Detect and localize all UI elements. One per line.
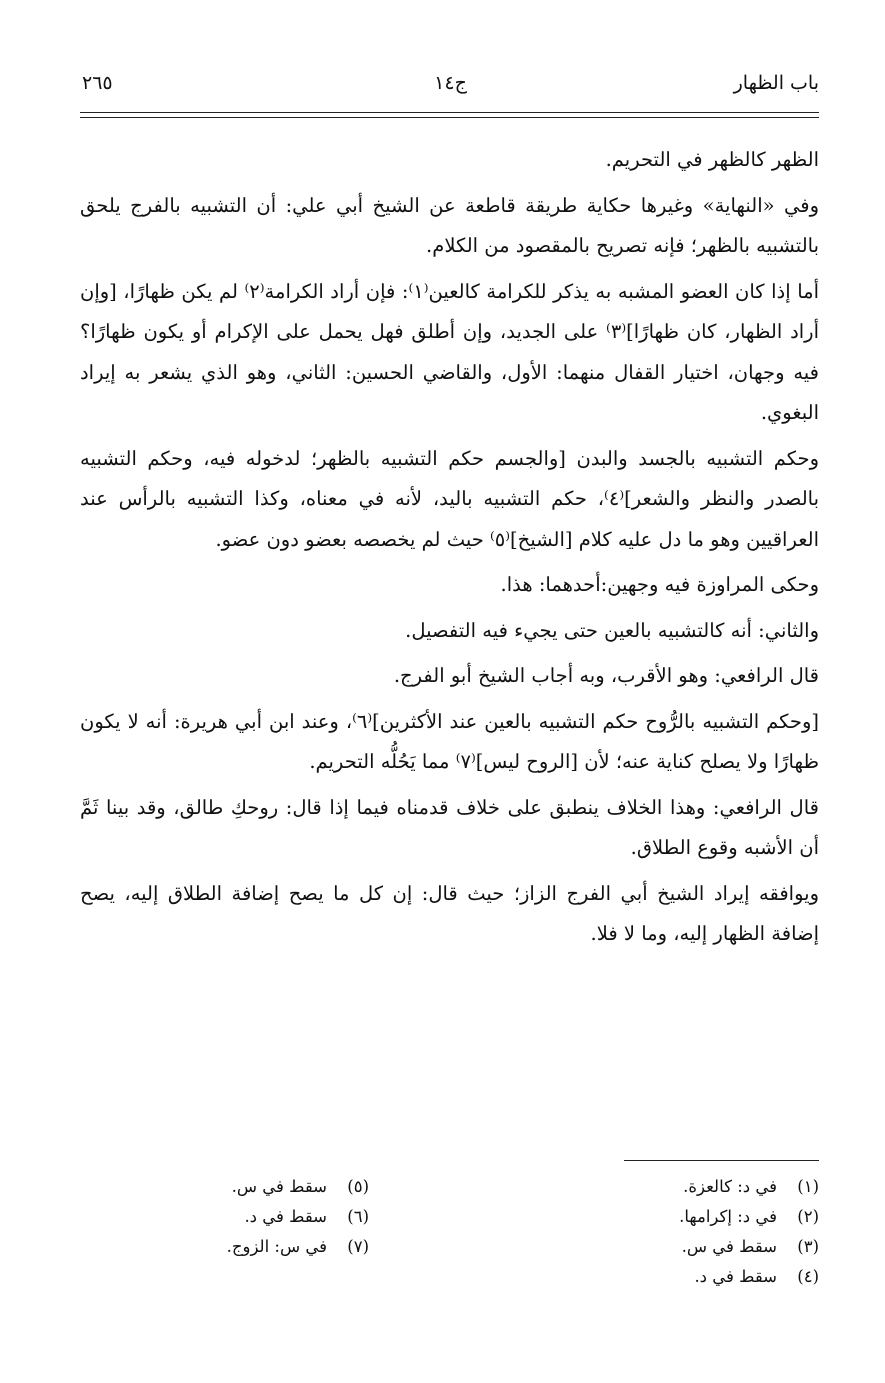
running-header: [82, 72, 819, 108]
footnotes: [80, 1172, 819, 1302]
footnote-item: [36, 1172, 369, 1202]
paragraph: [وحكم التشبيه بالرُّوح حكم التشبيه بالعين عند الأكثرين]⁽٦⁾، وعند ابن أبي هريرة: أنه لا يكون ظهارًا ولا يصلح كناية عنه؛ لأن [الروح ليس]⁽٧⁾ مما يَحُلُّه التحريم.: [80, 709, 819, 773]
footnote-number: (٧): [347, 1237, 369, 1256]
header-rule-top: [80, 112, 819, 113]
footnote-item: [486, 1172, 819, 1202]
footnote-item: [486, 1202, 819, 1232]
footnote-item: [486, 1232, 819, 1262]
paragraph: وحكم التشبيه بالجسد والبدن [والجسم حكم التشبيه بالظهر؛ لدخوله فيه، وحكم التشبيه بالصدر والنظر والشعر]⁽٤⁾، حكم التشبيه باليد، لأنه في معناه، وكذا التشبيه بالرأس عند العراقيين وهو ما دل عليه كلام [الشيخ]⁽٥⁾ حيث لم يخصصه بعضو دون عضو.: [80, 446, 820, 551]
chapter-title: باب الظهار: [733, 72, 819, 94]
paragraph: أما إذا كان العضو المشبه به يذكر للكرامة كالعين⁽١⁾: فإن أراد الكرامة⁽٢⁾ لم يكن ظهارًا، [وإن أراد الظهار، كان ظهارًا]⁽٣⁾ على الجديد، وإن أطلق فهل يحمل على الإكرام أو يكون ظهارًا؟ فيه وجهان، اختيار القفال منهما: الأول، والقاضي الحسين: الثاني، وهو الذي يشعر به إيراد البغوي.: [80, 279, 820, 424]
footnote-number: (٤): [797, 1267, 819, 1286]
footnote-item: [36, 1202, 369, 1232]
footnote-text: سقط في س.: [681, 1237, 777, 1256]
footnote-text: في س: الزوج.: [226, 1237, 327, 1256]
footnote-number: (٦): [347, 1207, 369, 1226]
page-number: ٢٦٥: [82, 72, 113, 94]
paragraph: وحكى المراوزة فيه وجهين:أحدهما: هذا.: [500, 573, 819, 596]
footnote-text: سقط في د.: [244, 1207, 327, 1226]
header-rule-bottom: [80, 117, 819, 118]
main-text: [80, 140, 819, 960]
footnote-number: (٥): [347, 1177, 369, 1196]
footnote-text: في د: إكرامها.: [679, 1207, 777, 1226]
footnote-text: في د: كالعزة.: [683, 1177, 777, 1196]
paragraph: قال الرافعي: وهو الأقرب، وبه أجاب الشيخ أبو الفرج.: [393, 664, 819, 687]
footnote-number: (٣): [797, 1237, 819, 1256]
footnote-number: (٢): [797, 1207, 819, 1226]
footnote-text: سقط في د.: [694, 1267, 777, 1286]
footnote-number: (١): [797, 1177, 819, 1196]
footnote-item: [36, 1232, 369, 1262]
paragraph: ويوافقه إيراد الشيخ أبي الفرج الزاز؛ حيث قال: إن كل ما يصح إضافة الطلاق إليه، يصح إضافة الظهار إليه، وما لا فلا.: [80, 881, 819, 945]
paragraph: والثاني: أنه كالتشبيه بالعين حتى يجيء فيه التفصيل.: [405, 618, 819, 642]
footnote-item: [486, 1262, 819, 1292]
footnote-text: سقط في س.: [231, 1177, 327, 1196]
paragraph: قال الرافعي: وهذا الخلاف ينطبق على خلاف قدمناه فيما إذا قال: روحكِ طالق، وقد بينا ثَمَّ أن الأشبه وقوع الطلاق.: [80, 795, 819, 859]
footnote-column-2: [36, 1172, 369, 1262]
paragraph: وفي «النهاية» وغيرها حكاية طريقة قاطعة عن الشيخ أبي علي: أن التشبيه بالفرج يلحق بالتشبيه بالظهر؛ فإنه تصريح بالمقصود من الكلام.: [80, 193, 819, 257]
volume-label: ج١٤: [434, 72, 467, 94]
paragraph: الظهر كالظهر في التحريم.: [605, 148, 819, 171]
footnote-column-1: [486, 1172, 819, 1292]
footnote-separator: [624, 1160, 819, 1161]
